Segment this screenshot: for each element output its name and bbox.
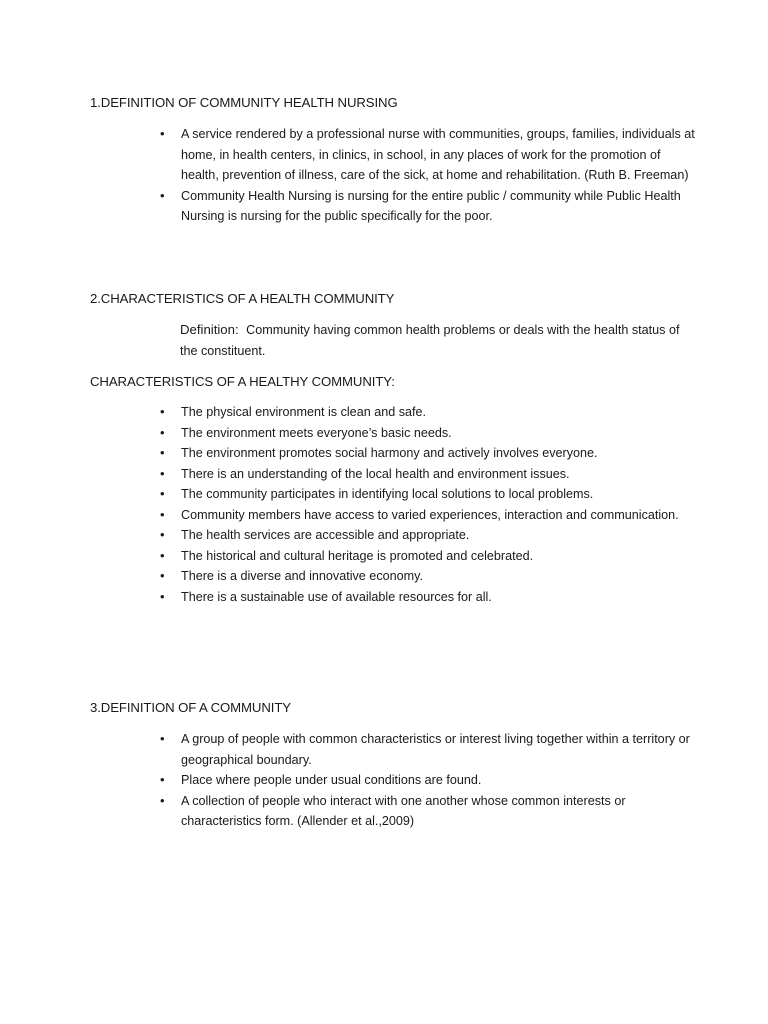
bullet-text: Community members have access to varied experiences, interaction and communication.: [181, 507, 679, 522]
bullet-text: Place where people under usual conditions are found.: [181, 773, 482, 787]
bullet-text: The environment promotes social harmony and actively involves everyone.: [181, 446, 598, 460]
bullet-text: The health services are accessible and appropriate.: [181, 528, 470, 542]
list-item: [160, 464, 700, 485]
bullet-icon: •: [160, 187, 165, 203]
bullet-icon: •: [160, 424, 165, 440]
list-item: [160, 402, 700, 423]
section3-bullet-list: [160, 729, 700, 832]
bullet-text: Community Health Nursing is nursing for the entire public / community while Public Health Nursing is nursing for the public specifically for the poor.: [181, 188, 681, 223]
section2-heading: 2.CHARACTERISTICS OF A HEALTH COMMUNITY: [90, 291, 395, 306]
section3-heading: 3.DEFINITION OF A COMMUNITY: [90, 700, 291, 715]
list-item: [160, 546, 700, 567]
bullet-icon: •: [160, 506, 165, 522]
bullet-text: There is a diverse and innovative economy.: [181, 569, 423, 583]
list-item: [160, 443, 700, 464]
bullet-icon: •: [160, 445, 165, 460]
list-item: [160, 505, 700, 526]
list-item: [160, 770, 700, 791]
list-item: [160, 566, 700, 587]
bullet-text: The community participates in identifying local solutions to local problems.: [181, 487, 594, 501]
bullet-text: A collection of people who interact with one another whose common interests or characteristics form. (Allender et al.,2009): [181, 793, 626, 828]
bullet-icon: •: [160, 588, 165, 604]
list-item: [160, 587, 700, 608]
bullet-icon: •: [160, 792, 165, 808]
list-item: [160, 423, 700, 444]
bullet-text: A group of people with common characteristics or interest living together within a territory or geographical boundary.: [181, 732, 690, 767]
bullet-text: There is an understanding of the local health and environment issues.: [181, 466, 570, 481]
section2-subheading: CHARACTERISTICS OF A HEALTHY COMMUNITY:: [90, 374, 395, 389]
definition-block: [180, 320, 700, 361]
bullet-text: The physical environment is clean and safe.: [181, 405, 427, 419]
bullet-icon: •: [160, 126, 165, 141]
bullet-icon: •: [160, 404, 165, 419]
section1-bullet-list: [160, 124, 700, 227]
bullet-text: There is a sustainable use of available resources for all.: [181, 589, 492, 604]
bullet-text: The environment meets everyone’s basic needs.: [181, 425, 452, 440]
bullet-text: The historical and cultural heritage is promoted and celebrated.: [181, 548, 534, 563]
bullet-icon: •: [160, 465, 165, 481]
definition-label: Definition:: [180, 322, 239, 337]
bullet-icon: •: [160, 527, 165, 542]
bullet-icon: •: [160, 731, 165, 746]
list-item: [160, 124, 700, 186]
list-item: [160, 729, 700, 770]
section2-bullet-list: [160, 402, 700, 607]
bullet-icon: •: [160, 568, 165, 583]
list-item: [160, 525, 700, 546]
bullet-icon: •: [160, 772, 165, 787]
list-item: [160, 791, 700, 832]
list-item: [160, 484, 700, 505]
bullet-icon: •: [160, 486, 165, 501]
list-item: [160, 186, 700, 227]
definition-text: Community having common health problems or deals with the health status of the constituent.: [180, 323, 680, 358]
section1-heading: 1.DEFINITION OF COMMUNITY HEALTH NURSING: [90, 95, 398, 110]
bullet-text: A service rendered by a professional nurse with communities, groups, families, individuals at home, in health centers, in clinics, in school, in any places of work for the promotion of health, prevention of illness, care of the sick, at home and rehabilitation. (Ruth B. Freeman): [181, 127, 695, 182]
bullet-icon: •: [160, 547, 165, 563]
